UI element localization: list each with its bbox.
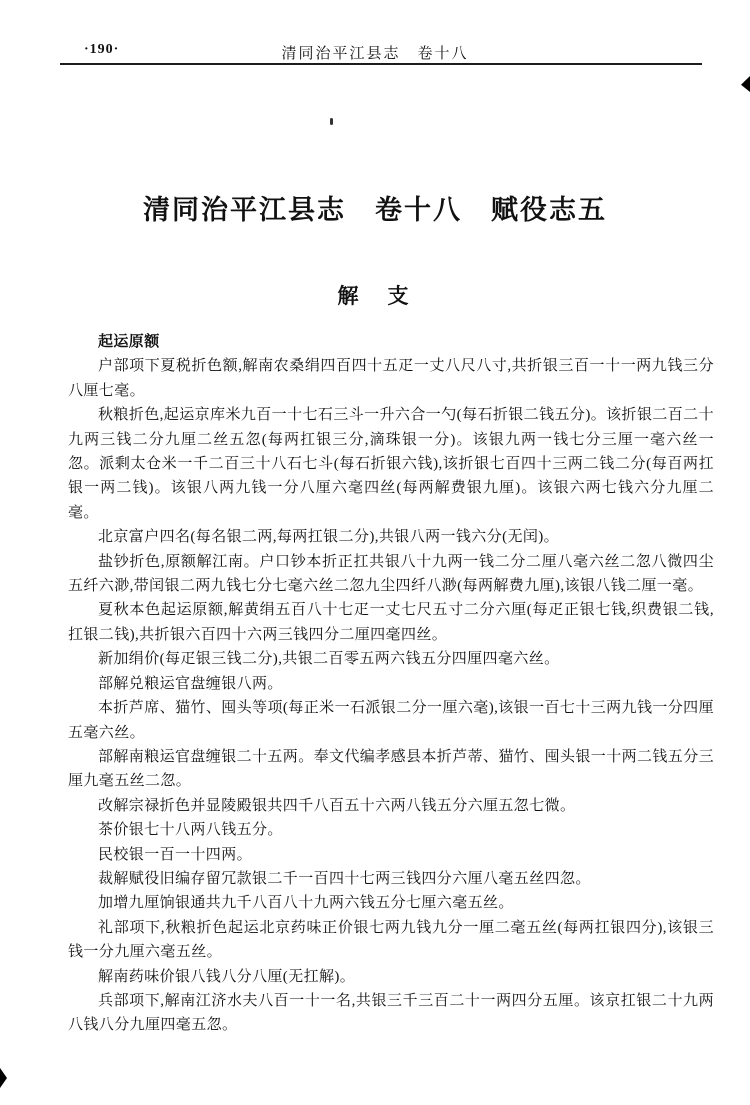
running-header-title: 清同治平江县志 卷十八 [281, 46, 469, 62]
paragraph: 改解宗禄折色并显陵殿银共四千八百五十六两八钱五分六厘五忽七微。 [98, 797, 576, 814]
scan-artifact-top-right [741, 76, 750, 92]
paragraph: 礼部项下,秋粮折色起运北京药味正价银七两九钱九分一厘二毫五丝(每两扛银四分),该银三钱一分九厘六毫五丝。 [68, 919, 714, 961]
page-number: ·190· [84, 42, 120, 57]
paragraph: 秋粮折色,起运京库米九百一十七石三斗一升六合一勺(每石折银二钱五分)。该折银二百二十九两三钱二分九厘二丝五忽(每两扛银三分,滴珠银一分)。该银九两一钱七分三厘一毫六丝一忽。派剩太仓米一千二百三十八石七斗(每石折银六钱),该折银七百四十三两二钱二分(每百两扛银一两二钱)。该银八两九钱一分八厘六毫四丝(每两解费银九厘)。该银六两七钱六分九厘二毫。 [68, 407, 714, 521]
header-divider-rule [60, 63, 702, 65]
body-paragraphs [68, 330, 714, 1038]
paragraph: 茶价银七十八两八钱五分。 [98, 822, 283, 839]
paragraph: 夏秋本色起运原额,解黄绢五百八十七疋一丈七尺五寸二分六厘(每疋正银七钱,织费银二钱,扛银二钱),共折银六百四十六两三钱四分二厘四毫四丝。 [68, 602, 714, 643]
scan-speck [330, 118, 333, 125]
paragraph: 户部项下夏税折色额,解南农桑绢四百四十五疋一丈八尺八寸,共折银三百一十一两九钱三分八厘七毫。 [68, 358, 714, 399]
paragraph: 北京富户四名(每名银二两,每两扛银二分),共银八两一钱六分(无闰)。 [98, 529, 560, 546]
paragraph: 民校银一百一十四两。 [98, 846, 253, 863]
volume-title: 清同治平江县志 卷十八 赋役志五 [143, 195, 607, 225]
paragraph: 解南药味价银八钱八分八厘(无扛解)。 [98, 968, 356, 985]
paragraph: 加增九厘饷银通共九千八百八十九两六钱五分七厘六毫五丝。 [98, 895, 514, 912]
paragraph: 裁解赋役旧编存留冗款银二千一百四十七两三钱四分六厘八毫五丝四忽。 [98, 870, 591, 887]
paragraph: 部解南粮运官盘缠银二十五两。奉文代编孝感县本折芦蒂、猫竹、囤头银一十两二钱五分三厘九毫五丝二忽。 [68, 748, 715, 790]
section-subheading: 起运原额 [98, 334, 160, 350]
running-header [0, 42, 750, 62]
paragraph: 盐钞折色,原额解江南。户口钞本折正扛共银八十九两一钱二分二厘八毫六丝二忽八微四尘五纤六渺,带闰银二两九钱七分七毫六丝二忽九尘四纤八渺(每两解费九厘),该银八钱二厘一毫。 [68, 553, 714, 595]
paragraph: 部解兑粮运官盘缠银八两。 [98, 675, 283, 692]
section-heading: 解 支 [337, 284, 413, 308]
paragraph: 兵部项下,解南江济水夫八百一十一名,共银三千三百二十一两四分五厘。该京扛银二十九两八钱八分九厘四毫五忽。 [68, 992, 714, 1034]
paragraph: 新加绢价(每疋银三钱二分),共银二百零五两六钱五分四厘四毫六丝。 [98, 651, 560, 668]
scan-artifact-bottom-left [0, 1068, 7, 1088]
paragraph: 本折芦席、猫竹、囤头等项(每正米一石派银二分一厘六毫),该银一百七十三两九钱一分四厘五毫六丝。 [68, 700, 714, 741]
